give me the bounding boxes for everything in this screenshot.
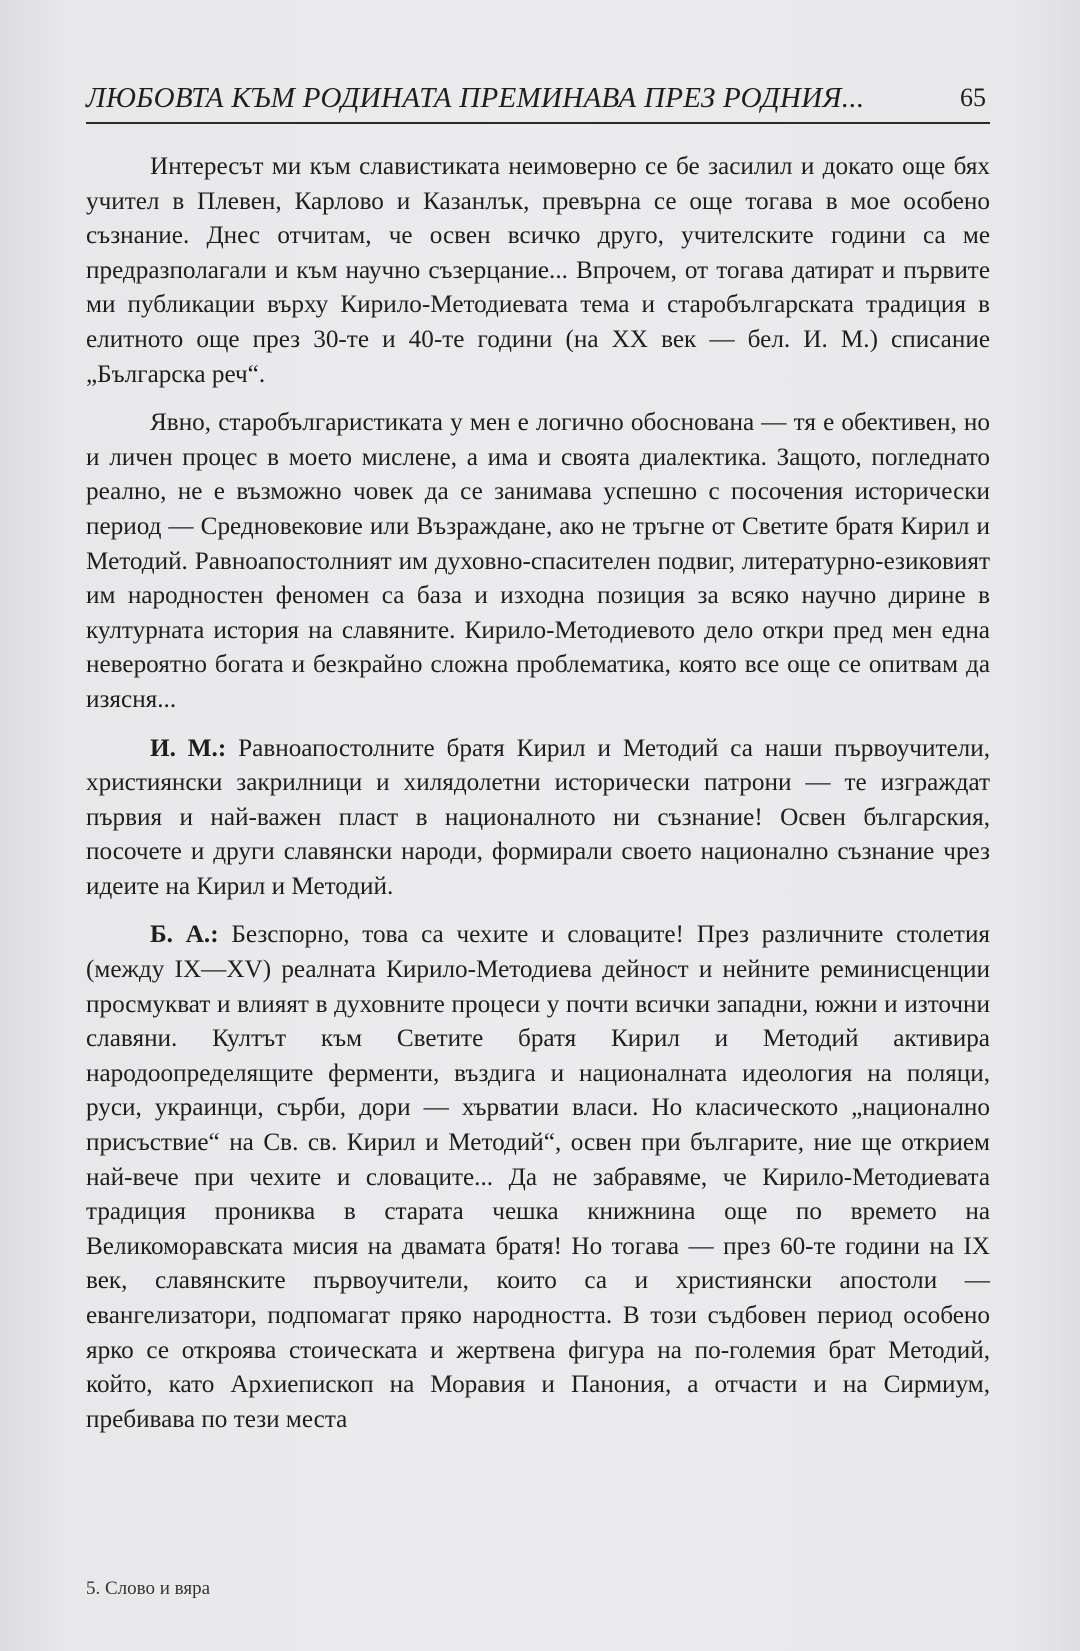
speaker-label: Б. А.: [150,921,219,949]
running-title: ЛЮБОВТА КЪМ РОДИНАТА ПРЕМИНАВА ПРЕЗ РОДНИЯ... [86,82,865,114]
paragraph-text: Явно, старобългаристиката у мен е логично обоснована — тя е обективен, но и личен процес в моето мислене, а има и своята диалектика. Защото, погледнато реално, не е възможно човек да се занимава успешно с посочения исторически период — Средновековие или Възраждане, ако не тръгне от Светите братя Кирил и Методий. Равноапостолният им духовно-спасителен подвиг, литературно-езиковият им народностен феномен са база и изходна позиция за всяко научно дирине в културната история на славяните. Кирило-Методиевото дело откри пред мен една невероятно богата и безкрайно сложна проблематика, която все още се опитвам да изясня... [86,409,990,713]
body-text [86,150,990,1451]
paragraph-text: Интересът ми към славистиката неимоверно се бе засилил и докато още бях учител в Плевен, Карлово и Казанлък, превърна се още тогава в мое особено съзнание. Днес отчитам, че освен всичко друго, учителските години са ме предразполагали и към научно съзерцание... Впрочем, от тогава датират и първите ми публикации върху Кирило-Методиевата тема и старобългарската традиция в елитното още през 30-те и 40-те години (на XX век — бел. И. М.) списание „Българска реч“. [86,153,990,388]
signature-mark: 5. Слово и вяра [86,1578,211,1599]
speaker-label: И. М.: [150,734,227,762]
page-number: 65 [960,83,986,112]
paragraph-text: Равноапостолните братя Кирил и Методий са наши първоучители, християнски закрилници и хилядолетни исторически патрони — те изграждат първия и най-важен пласт в националното ни съзнание! Освен българския, посочете и други славянски народи, формирали своето национално съзнание чрез идеите на Кирил и Методий. [86,734,990,900]
paragraph [86,732,990,905]
paragraph [86,918,990,1437]
paragraph [86,150,990,392]
page-header [86,78,990,124]
paragraph [86,406,990,717]
paragraph-text: Безспорно, това са чехите и словаците! През различните столетия (между IX—XV) реалната Кирило-Методиева дейност и нейните реминисценции просмукват и влияят в духовните процеси у почти всички западни, южни и източни славяни. Култът към Светите братя Кирил и Методий активира народоопределящите ферменти, въздига и националната идеология на поляци, руси, украинци, сърби, дори — хърватии власи. Но класическото „национално присъствие“ на Св. св. Кирил и Методий“, освен при българите, ние ще открием най-вече при чехите и словаците... Да не забравяме, че Кирило-Методиевата традиция прониква в старата чешка книжнина още по времето на Великоморавската мисия на двамата братя! Но тогава — през 60-те години на IX век, славянските първоучители, които са и християнски апостоли — евангелизатори, подпомагат пряко народността. В този съдбовен период особено ярко се откроява стоическата и жертвена фигура на по-големия брат Методий, който, като Архиепископ на Моравия и Панония, а отчасти и на Сирмиум, пребивава по тези места [86,921,991,1433]
